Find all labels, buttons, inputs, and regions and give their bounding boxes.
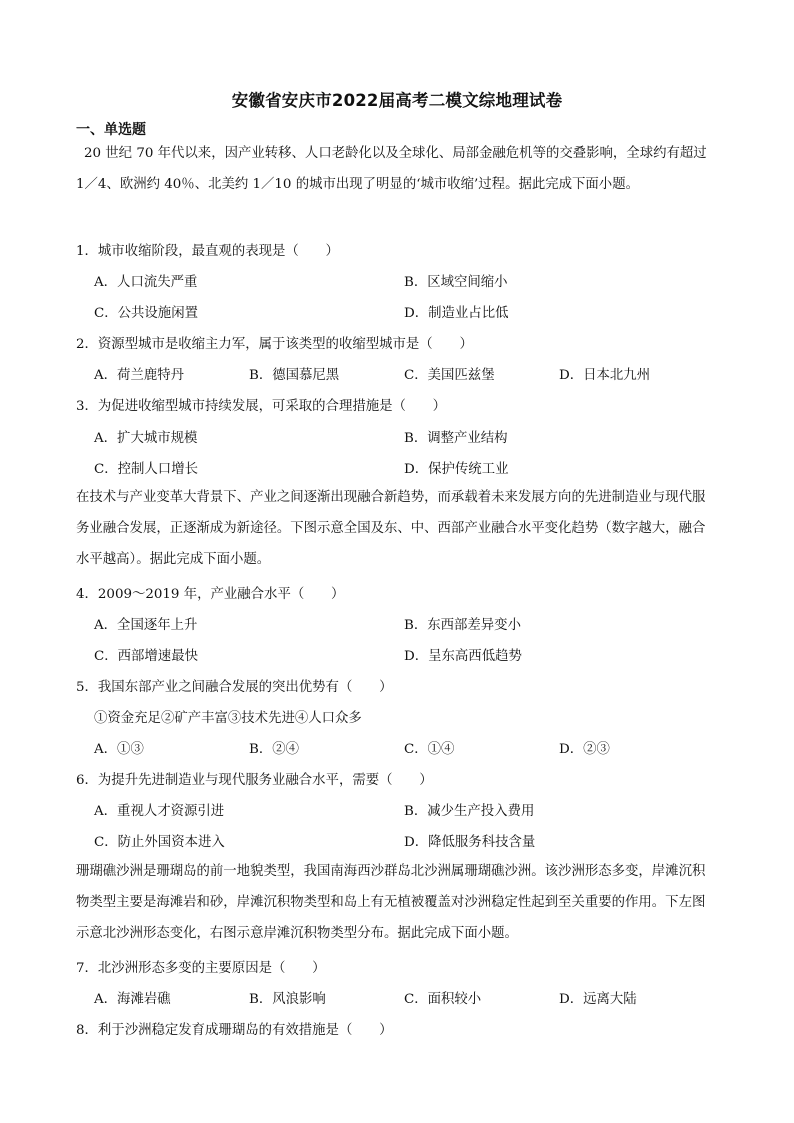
question-1-option-c[interactable]: C．公共设施闲置 <box>94 306 198 321</box>
question-7-stem: 7．北沙洲形态多变的主要原因是（ ） <box>76 961 326 976</box>
question-1-option-b[interactable]: B．区域空间缩小 <box>404 275 508 290</box>
question-7-option-d[interactable]: D．远离大陆 <box>559 992 637 1007</box>
question-1-stem: 1．城市收缩阶段，最直观的表现是（ ） <box>76 244 339 259</box>
question-5-option-c[interactable]: C．①④ <box>404 742 455 757</box>
question-1-option-a[interactable]: A．人口流失严重 <box>94 275 198 290</box>
question-4-option-d[interactable]: D．呈东高西低趋势 <box>404 649 522 664</box>
passage-1: 20 世纪 70 年代以来，因产业转移、人口老龄化以及全球化、局部金融危机等的交叠影响，全球约有超过 1／4、欧洲约 40％、北美约 1／10 的城市出现了明显的‘城市收缩’过程。据此完成下面小题。 <box>76 146 707 192</box>
question-3-option-b[interactable]: B．调整产业结构 <box>404 431 508 446</box>
passage-3: 珊瑚礁沙洲是珊瑚岛的前一地貌类型，我国南海西沙群岛北沙洲属珊瑚礁沙洲。该沙洲形态多变，岸滩沉积物类型主要是海滩岩和砂，岸滩沉积物类型和岛上有无植被覆盖对沙洲稳定性起到至关重要的作用。下左图示意北沙洲形态变化，右图示意岸滩沉积物类型分布。据此完成下面小题。 <box>76 864 706 941</box>
question-5-option-d[interactable]: D．②③ <box>559 742 610 757</box>
question-6-option-a[interactable]: A．重视人才资源引进 <box>94 804 225 819</box>
question-1-option-d[interactable]: D．制造业占比低 <box>404 306 509 321</box>
question-2-option-b[interactable]: B．德国慕尼黑 <box>249 368 340 383</box>
question-4-option-a[interactable]: A．全国逐年上升 <box>94 618 198 633</box>
question-6-option-b[interactable]: B．减少生产投入费用 <box>404 804 535 819</box>
question-4-option-b[interactable]: B．东西部差异变小 <box>404 618 521 633</box>
question-7-option-a[interactable]: A．海滩岩礁 <box>94 992 171 1007</box>
question-7-option-c[interactable]: C．面积较小 <box>404 992 482 1007</box>
section-heading: 一、单选题 <box>76 122 146 138</box>
question-3-option-d[interactable]: D．保护传统工业 <box>404 462 509 477</box>
question-6-option-c[interactable]: C．防止外国资本进入 <box>94 835 225 850</box>
question-6-option-d[interactable]: D．降低服务科技含量 <box>404 835 536 850</box>
question-6-stem: 6．为提升先进制造业与现代服务业融合水平，需要（ ） <box>76 773 433 788</box>
question-5-stem: 5．我国东部产业之间融合发展的突出优势有（ ） <box>76 680 393 695</box>
page-title: 安徽省安庆市2022届高考二模文综地理试卷 <box>231 91 563 110</box>
question-2-option-a[interactable]: A．荷兰鹿特丹 <box>94 368 185 383</box>
question-4-stem: 4．2009～2019 年，产业融合水平（ ） <box>76 587 345 602</box>
question-3-option-a[interactable]: A．扩大城市规模 <box>94 431 198 446</box>
question-3-stem: 3．为促进收缩型城市持续发展，可采取的合理措施是（ ） <box>76 399 447 414</box>
question-2-stem: 2．资源型城市是收缩主力军，属于该类型的收缩型城市是（ ） <box>76 337 473 352</box>
question-8-stem: 8．利于沙洲稳定发育成珊瑚岛的有效措施是（ ） <box>76 1023 393 1038</box>
question-5-items: ①资金充足②矿产丰富③技术先进④人口众多 <box>94 711 362 726</box>
question-5-option-b[interactable]: B．②④ <box>249 742 300 757</box>
question-2-option-c[interactable]: C．美国匹兹堡 <box>404 368 495 383</box>
question-7-option-b[interactable]: B．风浪影响 <box>249 992 326 1007</box>
question-3-option-c[interactable]: C．控制人口增长 <box>94 462 198 477</box>
passage-2: 在技术与产业变革大背景下、产业之间逐渐出现融合新趋势，而承载着未来发展方向的先进制造业与现代服务业融合发展，正逐渐成为新途径。下图示意全国及东、中、西部产业融合水平变化趋势（数字越大，融合水平越高）。据此完成下面小题。 <box>76 490 706 567</box>
question-2-option-d[interactable]: D．日本北九州 <box>559 368 651 383</box>
question-4-option-c[interactable]: C．西部增速最快 <box>94 649 198 664</box>
question-5-option-a[interactable]: A．①③ <box>94 742 144 757</box>
